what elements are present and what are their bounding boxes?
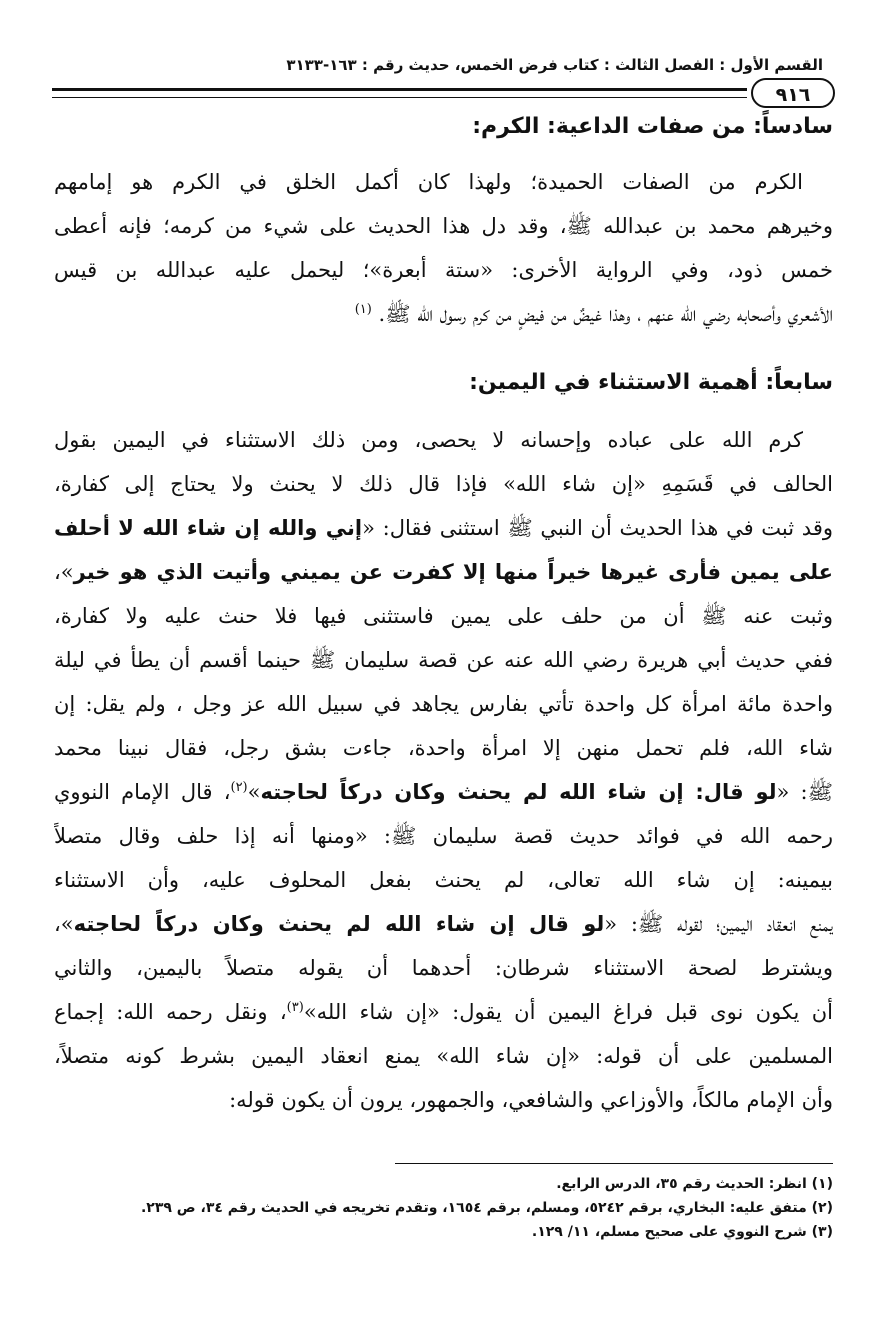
text-line bbox=[54, 292, 833, 336]
line-text: يمنع انعقاد اليمين؛ لقوله ﷺ: « bbox=[604, 912, 833, 936]
text-line bbox=[54, 506, 833, 550]
text-line: بيمينه: إن شاء الله تعالى، لم يحنث بفعل المحلوف عليه، وأن الاستثناء bbox=[54, 868, 833, 892]
line-text: »، bbox=[54, 912, 74, 936]
text-line: الحالف في قَسَمِهِ «إن شاء الله» فإذا قال ذلك لا يحنث ولا يحتاج إلى كفارة، bbox=[54, 472, 833, 496]
paragraph-oath-exception bbox=[54, 418, 833, 1122]
hadith-quote: على يمين فأرى غيرها خيراً منها إلا كفرت عن يميني وأتيت الذي هو خير bbox=[73, 560, 833, 584]
section-heading-oath-exception: سابعاً: أهمية الاستثناء في اليمين: bbox=[469, 370, 833, 395]
line-text: » bbox=[247, 780, 261, 804]
text-line: وخيرهم محمد بن عبدالله ﷺ، وقد دل هذا الحديث على شيء من كرمه؛ فإنه أعطى bbox=[54, 214, 833, 238]
footnote-ref: (٣) bbox=[286, 1000, 304, 1015]
footnote-ref: (٢) bbox=[230, 780, 248, 795]
text-line bbox=[54, 902, 833, 946]
header-rule bbox=[52, 88, 747, 98]
footnotes bbox=[54, 1172, 833, 1244]
line-text: ﷺ: « bbox=[776, 780, 833, 804]
running-header: القسم الأول : الفصل الثالث : كتاب فرض الخمس، حديث رقم : ١٦٣-٣١٣٣ bbox=[286, 56, 823, 74]
text-line bbox=[54, 770, 833, 814]
page-number: ٩١٦ bbox=[751, 78, 835, 108]
line-text: ، ونقل رحمه الله: إجماع bbox=[54, 1000, 287, 1024]
text-line: المسلمين على أن قوله: «إن شاء الله» يمنع انعقاد اليمين بشرط كونه متصلاً، bbox=[54, 1044, 833, 1068]
line-text: وقد ثبت في هذا الحديث أن النبي ﷺ استثنى فقال: « bbox=[362, 516, 833, 540]
text-line: وثبت عنه ﷺ أن من حلف على يمين فاستثنى فيها فلا حنث عليه ولا كفارة، bbox=[54, 604, 833, 628]
text-line: خمس ذود، وفي الرواية الأخرى: «ستة أبعرة»؛ ليحمل عليه عبدالله بن قيس bbox=[54, 258, 833, 282]
text-line bbox=[54, 990, 833, 1034]
text-line: واحدة مائة امرأة كل واحدة تأتي بفارس يجاهد في سبيل الله عز وجل ، ولم يقل: إن bbox=[54, 692, 833, 716]
paragraph-generosity bbox=[54, 160, 833, 336]
footnote-rule bbox=[395, 1163, 833, 1164]
hadith-quote: لو قال: إن شاء الله لم يحنث وكان دركاً لحاجته bbox=[260, 780, 777, 804]
text-line: كرم الله على عباده وإحسانه لا يحصى، ومن ذلك الاستثناء في اليمين بقول bbox=[54, 428, 803, 452]
line-text: ، قال الإمام النووي bbox=[54, 780, 231, 804]
text-line: ففي حديث أبي هريرة رضي الله عنه عن قصة سليمان ﷺ حينما أقسم أن يطأ في ليلة bbox=[54, 648, 833, 672]
footnote: (٣) شرح النووي على صحيح مسلم، ١١/ ١٢٩. bbox=[531, 1224, 833, 1240]
text-line: رحمه الله في فوائد حديث قصة سليمان ﷺ: «ومنها أنه إذا حلف وقال متصلاً bbox=[54, 824, 833, 848]
hadith-quote: إني والله إن شاء الله لا أحلف bbox=[54, 516, 363, 540]
footnote: (٢) متفق عليه: البخاري، برقم ٥٢٤٢، ومسلم، برقم ١٦٥٤، وتقدم تخريجه في الحديث رقم ٣٤، ص ٢٣٩. bbox=[140, 1200, 833, 1216]
line-text: أن يكون نوى قبل فراغ اليمين أن يقول: «إن شاء الله» bbox=[303, 1000, 833, 1024]
text-line: شاء الله، فلم تحمل منهن إلا امرأة واحدة، جاءت بشق رجل، فقال نبينا محمد bbox=[54, 736, 833, 760]
text-line: ويشترط لصحة الاستثناء شرطان: أحدهما أن يقوله متصلاً باليمين، والثاني bbox=[54, 956, 833, 980]
footnote: (١) انظر: الحديث رقم ٣٥، الدرس الرابع. bbox=[556, 1176, 833, 1192]
text-line: وأن الإمام مالكاً، والأوزاعي والشافعي، والجمهور، يرون أن يكون قوله: bbox=[229, 1088, 833, 1112]
text-line: الكرم من الصفات الحميدة؛ ولهذا كان أكمل الخلق في الكرم هو إمامهم bbox=[54, 170, 803, 194]
text-line bbox=[54, 550, 833, 594]
section-heading-generosity: سادساً: من صفات الداعية: الكرم: bbox=[472, 114, 833, 139]
line-text: الأشعري وأصحابه رضي الله عنهم ، وهذا غيضٌ من فيضٍ من كرم رسول الله ﷺ. bbox=[378, 302, 833, 326]
hadith-quote: لو قال إن شاء الله لم يحنث وكان دركاً لحاجته bbox=[73, 912, 605, 936]
line-text: »، bbox=[54, 560, 74, 584]
footnote-ref: (١) bbox=[354, 302, 372, 317]
